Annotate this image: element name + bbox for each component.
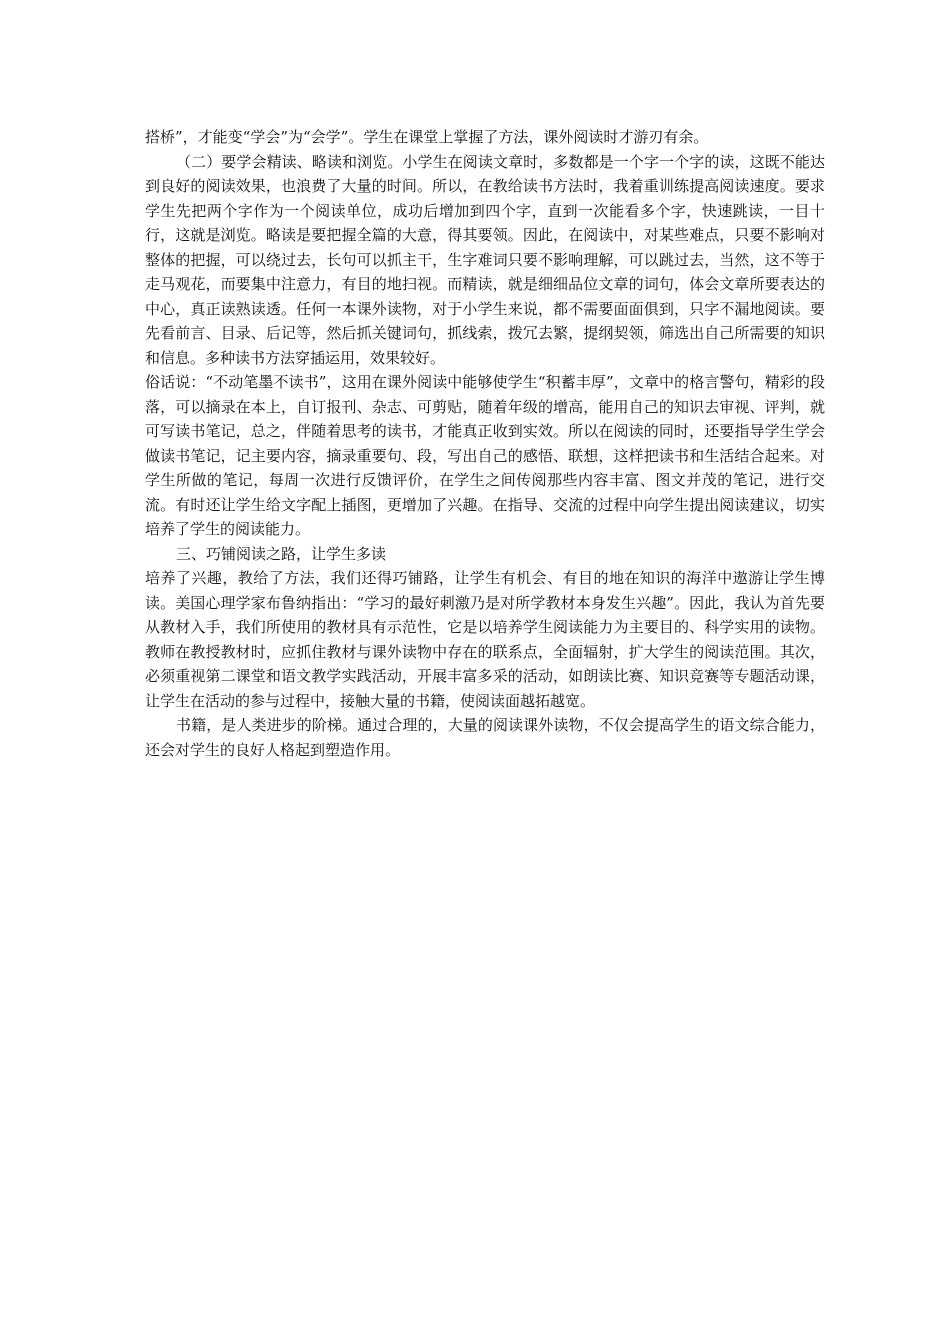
document-body: [145, 125, 825, 762]
paragraph-continuation: 搭桥”，才能变“学会”为“会学”。学生在课堂上掌握了方法，课外阅读时才游刃有余。: [145, 128, 709, 146]
paragraph-reading-path: 培养了兴趣，教给了方法，我们还得巧铺路，让学生有机会、有目的地在知识的海洋中遨游让学生博读。美国心理学家布鲁纳指出：“学习的最好刺激乃是对所学教材本身发生兴趣”。因此，我认为首先要从教材入手，我们所使用的教材具有示范性，它是以培养学生阅读能力为主要目的、科学实用的读物。教师在教授教材时，应抓住教材与课外读物中存在的联系点，全面辐射，扩大学生的阅读范围。其次，必须重视第二课堂和语文教学实践活动，开展丰富多采的活动，如朗读比赛、知识竞赛等专题活动课，让学生在活动的参与过程中，接触大量的书籍，使阅读面越拓越宽。: [145, 569, 825, 710]
paragraph-conclusion: 书籍，是人类进步的阶梯。通过合理的，大量的阅读课外读物，不仅会提高学生的语文综合能力，还会对学生的良好人格起到塑造作用。: [145, 716, 825, 759]
paragraph-reading-notes: 俗话说：“不动笔墨不读书”，这用在课外阅读中能够使学生“积蓄丰厚”，文章中的格言警句，精彩的段落，可以摘录在本上，自订报刊、杂志、可剪贴，随着年级的增高，能用自己的知识去审视、评判，就可写读书笔记，总之，伴随着思考的读书，才能真正收到实效。所以在阅读的同时，还要指导学生学会做读书笔记，记主要内容，摘录重要句、段，写出自己的感悟、联想，这样把读书和生活结合起来。对学生所做的笔记，每周一次进行反馈评价，在学生之间传阅那些内容丰富、图文并茂的笔记，进行交流。有时还让学生给文字配上插图，更增加了兴趣。在指导、交流的过程中向学生提出阅读建议，切实培养了学生的阅读能力。: [145, 373, 825, 538]
paragraph-reading-methods: （二）要学会精读、略读和浏览。小学生在阅读文章时，多数都是一个字一个字的读，这既不能达到良好的阅读效果，也浪费了大量的时间。所以，在教给读书方法时，我着重训练提高阅读速度。要求学生先把两个字作为一个阅读单位，成功后增加到四个字，直到一次能看多个字，快速跳读，一目十行，这就是浏览。略读是要把握全篇的大意，得其要领。因此，在阅读中，对某些难点，只要不影响对整体的把握，可以绕过去，长句可以抓主干，生字难词只要不影响理解，可以跳过去，当然，这不等于走马观花，而要集中注意力，有目的地扫视。而精读，就是细细品位文章的词句，体会文章所要表达的中心，真正读熟读透。任何一本课外读物，对于小学生来说，都不需要面面俱到，只字不漏地阅读。要先看前言、目录、后记等，然后抓关键词句，抓线索，拨冗去繁，提纲契领，筛选出自己所需要的知识和信息。多种读书方法穿插运用，效果较好。: [145, 152, 825, 367]
section-heading-three: 三、巧铺阅读之路，让学生多读: [176, 544, 387, 563]
